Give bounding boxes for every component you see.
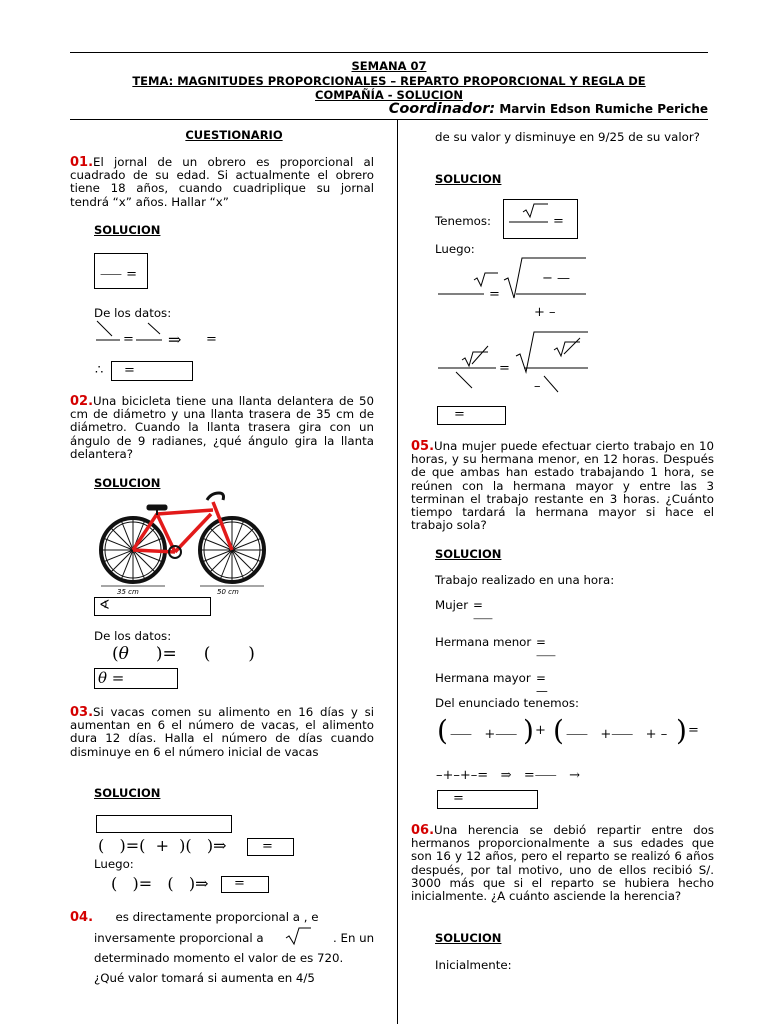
header-top-rule — [70, 52, 708, 53]
mayor-formula: = — — [536, 671, 548, 699]
solution-heading: SOLUCION — [435, 547, 502, 561]
answer-box — [437, 406, 506, 425]
problem-number: 06. — [411, 823, 435, 838]
luego-label: Luego: — [435, 242, 475, 256]
problem-05 — [411, 440, 714, 532]
problem-text: inversamente proporcional a — [94, 931, 264, 945]
header-bottom-rule — [70, 119, 708, 120]
menor-text: Hermana menor — [435, 635, 532, 649]
problem-text: Si vacas comen su alimento en 16 días y si aumentan en 6 el número de vacas, el alimento dura 12 días. Halla el número de días cuando disminuye en 6 el número inicial de vacas — [70, 705, 374, 759]
data-label: De los datos: — [94, 306, 172, 320]
inicialmente-label: Inicialmente: — [435, 958, 512, 972]
problem-text: es directamente proporcional a , e — [115, 910, 319, 924]
svg-text:+ –: + – — [534, 305, 556, 320]
topic-line-1 — [70, 74, 708, 88]
front-diameter-label: 50 cm — [217, 588, 239, 596]
problem-number: 03. — [70, 705, 94, 720]
column-divider — [397, 120, 398, 1024]
coordinator-name: Marvin Edson Rumiche Periche — [499, 102, 708, 116]
problem-04-line1 — [70, 911, 374, 924]
luego-equation-1 — [436, 256, 591, 320]
therefore-symbol: ∴ — [95, 363, 104, 378]
luego-label: Luego: — [94, 857, 134, 871]
problem-text: Una herencia se debió repartir entre dos hermanos proporcionalmente a sus edades que son 16 y 12 años, pero el reparto se realizó 6 años después, por tal motivo, uno de ellos recibió S/. 3000 más que si el reparto se hubiera hecho inicialmente. ¿A cuánto asciende la herencia? — [411, 823, 714, 904]
mujer-text: Mujer — [435, 598, 469, 612]
bracket-equation: ( — [437, 714, 448, 747]
tenemos-label: Tenemos: — [435, 214, 492, 228]
ratio-symbols: = — [123, 332, 134, 347]
problem-number: 04. — [70, 910, 94, 925]
mujer-formula: =⸺ — [473, 598, 493, 626]
mayor-text: Hermana mayor — [435, 671, 531, 685]
answer-box — [94, 597, 211, 616]
menor-formula: =⸺ — [536, 635, 556, 663]
coordinator-label: Coordinador: — [388, 101, 496, 117]
bracket-open-2: ( — [553, 714, 564, 747]
box-equals: = — [262, 839, 273, 854]
answer-equals: = — [124, 363, 135, 378]
mayor-label — [435, 671, 548, 699]
luego-equation-2 — [436, 330, 596, 396]
formula-glyph: ⸺ = — [100, 267, 138, 282]
mujer-label — [435, 598, 493, 626]
svg-text:–: – — [534, 379, 541, 394]
problem-01 — [70, 156, 374, 209]
problem-number: 01. — [70, 155, 94, 170]
problem-text: El jornal de un obrero es proporcional al cuadrado de su edad. Si actualmente el obrero tiene 18 años, cuando cuadriplique su jornal tendrá “x” años. Hallar “x” — [70, 155, 374, 209]
implies-symbol: ⇒ — [168, 330, 182, 349]
problem-number: 05. — [411, 439, 435, 454]
solution-heading: SOLUCION — [94, 476, 161, 490]
bracket-content-1: ⸺ +⸺ — [450, 727, 522, 742]
rear-diameter-label: 35 cm — [117, 588, 139, 596]
coordinator-line — [389, 101, 708, 117]
answer-equals: = — [453, 791, 464, 806]
problem-text: Una mujer puede efectuar cierto trabajo en 10 horas, y su hermana menor, en 12 horas. Después de que ambas han estado trabajando 1 hora, se reúnen con la hermana mayor y entre las 3 terminan el trabajo restante en 3 horas. ¿Cuánto tiempo tardará la hermana mayor si hace el trabajo sola? — [411, 439, 714, 533]
problem-03 — [70, 706, 374, 759]
svg-text:=: = — [553, 214, 564, 229]
bicycle-image — [95, 488, 275, 596]
bracket-content-2: ⸺ +⸺ + – — [566, 727, 668, 742]
equals-symbol: = — [206, 332, 217, 347]
questionnaire-title: CUESTIONARIO — [185, 128, 283, 142]
problem-04-line2b: . En un — [333, 931, 375, 945]
sqrt-fraction — [506, 201, 574, 235]
bracket-close-1: ) — [523, 714, 534, 747]
problem-04-line2 — [94, 932, 374, 945]
angle-glyph: ∢ — [99, 598, 110, 613]
topic-line-2: COMPAÑÍA - SOLUCION — [315, 88, 463, 102]
topic-label: TEMA — [132, 74, 169, 88]
theta-answer: θ = — [98, 669, 125, 687]
enunciado-label: Del enunciado tenemos: — [435, 696, 579, 710]
data-label: De los datos: — [94, 629, 172, 643]
formula-box — [96, 815, 232, 833]
answer-equals: = — [454, 407, 465, 422]
problem-number: 02. — [70, 394, 94, 409]
svg-text:=: = — [489, 287, 500, 302]
svg-text:− —: − — — [542, 271, 571, 286]
luego-equation: ( )= ( )⇒ — [111, 874, 209, 893]
work-rate-label: Trabajo realizado en una hora: — [435, 573, 615, 587]
svg-text:=: = — [499, 361, 510, 376]
cow-equation: ( )=( + )( )⇒ — [98, 836, 227, 855]
solution-heading: SOLUCION — [94, 786, 161, 800]
problem-04-continuation: de su valor y disminuye en 9/25 de su valor? — [435, 130, 700, 144]
problem-04-line3: determinado momento el valor de es 720. — [94, 951, 344, 965]
problem-02 — [70, 395, 374, 461]
solution-heading: SOLUCION — [435, 172, 502, 186]
answer-equals: = — [234, 876, 245, 891]
problem-text: Una bicicleta tiene una llanta delantera de 50 cm de diámetro y una llanta trasera de 35 cm de diámetro. Cuando la llanta trasera gira con un ángulo de 9 radianes, ¿qué ángulo gira la llanta delantera? — [70, 394, 374, 461]
answer-box — [221, 876, 269, 893]
sum-equation: –+–+–= ⇒ =⸺ → — [436, 768, 581, 783]
solution-heading: SOLUCION — [94, 223, 161, 237]
bracket-close-2: ) — [676, 714, 687, 747]
week-title: SEMANA 07 — [351, 59, 427, 73]
theta-equation: (θ )= ( ) — [112, 644, 255, 664]
problem-04-line4: ¿Qué valor tomará si aumenta en 4/5 — [94, 971, 315, 985]
problem-06 — [411, 824, 714, 903]
topic-text-1: : MAGNITUDES PROPORCIONALES – REPARTO PROPORCIONAL Y REGLA DE — [168, 74, 646, 88]
solution-heading: SOLUCION — [435, 931, 502, 945]
sqrt-symbol — [284, 926, 312, 946]
bracket-equals: = — [688, 723, 699, 738]
menor-label — [435, 635, 556, 663]
plus-symbol: + — [535, 723, 546, 738]
